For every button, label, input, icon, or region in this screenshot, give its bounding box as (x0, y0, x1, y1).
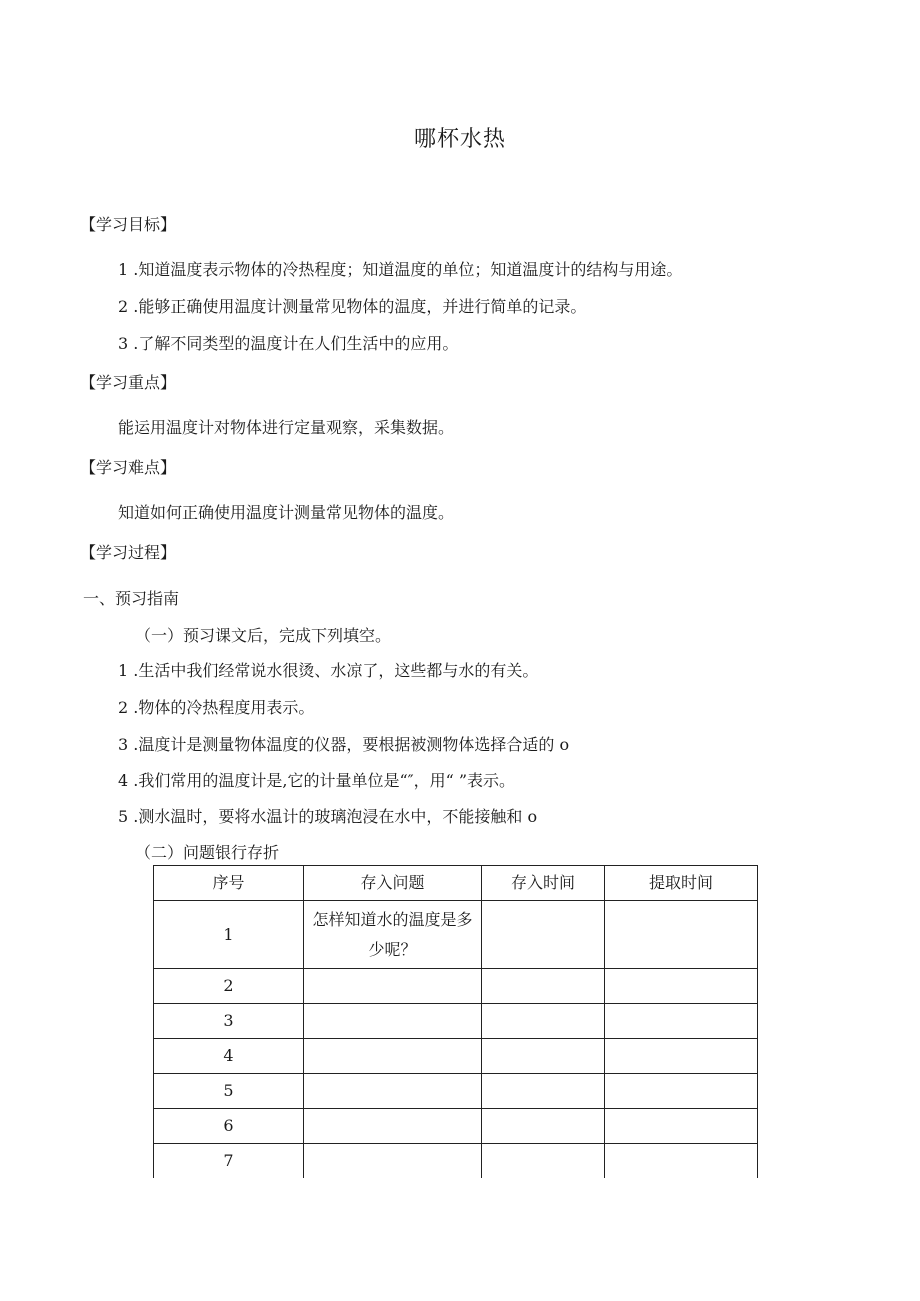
fill-item-5: 5 .测水温时，要将水温计的玻璃泡浸在水中，不能接触和 o (118, 807, 538, 826)
row-index: 7 (154, 1144, 304, 1179)
row-question (304, 1004, 482, 1039)
row-index: 5 (154, 1074, 304, 1109)
process-heading: 【学习过程】 (80, 543, 177, 562)
header-question: 存入问题 (304, 866, 482, 901)
row-deposit-time (482, 901, 605, 969)
fill-item-1: 1 .生活中我们经常说水很烫、水凉了，这些都与水的有关。 (118, 661, 539, 680)
row-question (304, 1109, 482, 1144)
row-deposit-time (482, 969, 605, 1004)
row-withdraw-time (605, 1109, 758, 1144)
row-question (304, 901, 482, 969)
row-withdraw-time (605, 969, 758, 1004)
objective-item-2: 2 .能够正确使用温度计测量常见物体的温度，并进行简单的记录。 (118, 297, 587, 316)
section-preview-guide: 一、预习指南 (83, 589, 180, 608)
difficulties-text: 知道如何正确使用温度计测量常见物体的温度。 (118, 503, 455, 522)
header-deposit-time: 存入时间 (482, 866, 605, 901)
table-row (154, 1144, 758, 1179)
table-row (154, 1109, 758, 1144)
fill-item-4: 4 .我们常用的温度计是,它的计量单位是“″，用“ ”表示。 (118, 771, 516, 790)
table-header-row (154, 866, 758, 901)
row-question-text: 怎样知道水的温度是多少呢？ (312, 909, 473, 959)
table-row (154, 901, 758, 969)
row-question (304, 969, 482, 1004)
row-withdraw-time (605, 1039, 758, 1074)
subsection-fill-blanks: （一）预习课文后，完成下列填空。 (135, 626, 392, 645)
fill-item-2: 2 .物体的冷热程度用表示。 (118, 698, 315, 717)
row-withdraw-time (605, 1074, 758, 1109)
row-withdraw-time (605, 901, 758, 969)
row-deposit-time (482, 1109, 605, 1144)
row-question (304, 1039, 482, 1074)
question-bank-table (153, 865, 758, 1178)
fill-item-3: 3 .温度计是测量物体温度的仪器，要根据被测物体选择合适的 o (118, 735, 570, 754)
header-index: 序号 (154, 866, 304, 901)
row-question (304, 1144, 482, 1179)
key-points-text: 能运用温度计对物体进行定量观察，采集数据。 (118, 418, 455, 437)
row-withdraw-time (605, 1144, 758, 1179)
table-row (154, 969, 758, 1004)
row-index: 4 (154, 1039, 304, 1074)
row-index: 2 (154, 969, 304, 1004)
page-title: 哪杯水热 (413, 127, 506, 152)
key-points-heading: 【学习重点】 (80, 373, 177, 392)
objective-item-3: 3 .了解不同类型的温度计在人们生活中的应用。 (118, 334, 459, 353)
row-index: 6 (154, 1109, 304, 1144)
subsection-question-bank: （二）问题银行存折 (135, 843, 280, 862)
header-withdraw-time: 提取时间 (605, 866, 758, 901)
row-deposit-time (482, 1074, 605, 1109)
row-question (304, 1074, 482, 1109)
objective-item-1: 1 .知道温度表示物体的冷热程度；知道温度的单位；知道温度计的结构与用途。 (118, 260, 683, 279)
row-deposit-time (482, 1039, 605, 1074)
row-deposit-time (482, 1004, 605, 1039)
row-deposit-time (482, 1144, 605, 1179)
table-row (154, 1074, 758, 1109)
table-row (154, 1039, 758, 1074)
row-index: 3 (154, 1004, 304, 1039)
table-row (154, 1004, 758, 1039)
row-withdraw-time (605, 1004, 758, 1039)
objectives-heading: 【学习目标】 (80, 215, 177, 234)
row-index: 1 (154, 901, 304, 969)
difficulties-heading: 【学习难点】 (80, 458, 177, 477)
